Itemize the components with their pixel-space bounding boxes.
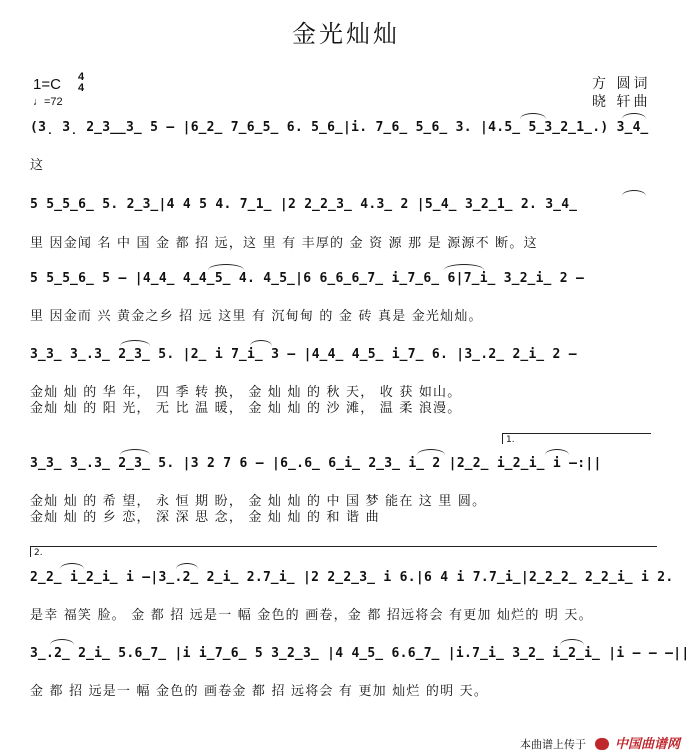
slur-mark [176, 563, 198, 569]
slur-mark [60, 563, 84, 569]
slur-mark [520, 113, 546, 119]
music-line-3: 5 5̲5̲6̲ 5 – |4̲4̲ 4̲4̲5̲ 4. 4̲5̲|6 6̲6̲6̲7̲ i̲7̲6̲ 6|7̲i̲ 3̲2̲i̲ 2 – [30, 271, 585, 286]
meter-bottom: 4 [78, 82, 85, 94]
slur-mark [622, 190, 646, 196]
music-line-2: 5 5̲5̲6̲ 5. 2̲3̲|4 4 5 4. 7̲1̲ |2 2̲2̲3̲ 4.3̲ 2 |5̲4̲ 3̲2̲1̲ 2. 3̲4̲ [30, 197, 578, 212]
music-line-1: (3̣ 3̣ 2̲3̲̲3̲ 5 – |6̲2̲ 7̲6̲5̲ 6. 5̲6̲|i. 7̲6̲ 5̲6̲ 3. |4.5̲ 5̲3̲2̲1̲.) 3̲4̲ [30, 120, 649, 135]
lyricist-credit: 方 圆词 [592, 76, 651, 92]
slur-mark [545, 449, 569, 455]
page-title: 金光灿灿 [292, 20, 400, 48]
lyric-line-5a: 金灿 灿 的 希 望， 永 恒 期 盼， 金 灿 灿 的 中 国 梦 能在 这 里 圆。 [30, 494, 487, 509]
lyric-line-2: 里 因金闻 名 中 国 金 都 招 远，这 里 有 丰厚的 金 资 源 那 是 源源不 断。这 [30, 236, 538, 251]
lyric-line-3: 里 因金而 兴 黄金之乡 招 远 这里 有 沉甸甸 的 金 砖 真是 金光灿灿。 [30, 309, 483, 324]
key-signature: 1=C [33, 76, 61, 93]
meter-top: 4 [78, 71, 85, 83]
volta-2-label: 2. [34, 548, 43, 558]
tempo-marking: ♩=72 [33, 96, 63, 108]
slur-mark [622, 113, 646, 119]
lyric-line-4b: 金灿 灿 的 阳 光， 无 比 温 暖， 金 灿 灿 的 沙 滩， 温 柔 浪漫。 [30, 401, 462, 416]
volta-bracket-2 [30, 546, 657, 557]
slur-mark [208, 264, 244, 270]
music-line-5: 3̲3̲ 3̲.3̲ 2̲3̲ 5. |3 2 7 6 – |6̲.6̲ 6̲i̲ 2̲3̲ i̲ 2 |2̲2̲ i̲2̲i̲ i –:|| [30, 456, 602, 471]
music-line-6: 2̲2̲ i̲2̲i̲ i –|3̲.2̲ 2̲i̲ 2.7̲i̲ |2 2̲2̲3̲ i 6.|6 4 i 7.7̲i̲|2̲2̲2̲ 2̲2̲i̲ i 2. [30, 570, 674, 585]
footer-site-name[interactable]: 中国曲谱网 [614, 737, 680, 752]
lyric-line-7: 金 都 招 远是一 幅 金色的 画卷金 都 招 远将会 有 更加 灿烂 的明 天。 [30, 684, 489, 699]
music-line-7: 3̲.2̲ 2̲i̲ 5.6̲7̲ |i i̲7̲6̲ 5 3̲2̲3̲ |4 4̲5̲ 6.6̲7̲ |i.7̲i̲ 3̲2̲ i̲2̲i̲ |i – – –|| [30, 646, 690, 661]
slur-mark [560, 639, 584, 645]
volta-1-label: 1. [506, 435, 515, 445]
lyric-line-4a: 金灿 灿 的 华 年， 四 季 转 换， 金 灿 灿 的 秋 天， 收 获 如山。 [30, 385, 462, 400]
lyric-line-1: 这 [30, 158, 45, 173]
slur-mark [444, 264, 484, 270]
lyric-line-5b: 金灿 灿 的 乡 恋， 深 深 思 念， 金 灿 灿 的 和 谐 曲 [30, 510, 380, 525]
slur-mark [120, 340, 150, 346]
slur-mark [250, 340, 272, 346]
slur-mark [417, 449, 445, 455]
music-line-4: 3̲3̲ 3̲.3̲ 2̲3̲ 5. |2̲ i 7̲i̲ 3 – |4̲4̲ 4̲5̲ i̲7̲ 6. |3̲.2̲ 2̲i̲ 2 – [30, 347, 577, 362]
time-signature [78, 72, 84, 94]
lyric-line-6: 是幸 福笑 脸。 金 都 招 远是一 幅 金色的 画卷，金 都 招远将会 有更加 灿烂的 明 天。 [30, 608, 593, 623]
footer-watermark [520, 733, 680, 752]
slur-mark [50, 639, 74, 645]
site-logo-icon [595, 738, 609, 750]
composer-credit: 晓 轩曲 [592, 94, 651, 110]
footer-label: 本曲谱上传于 [519, 738, 586, 751]
slur-mark [120, 449, 150, 455]
volta-bracket-1 [502, 433, 651, 444]
